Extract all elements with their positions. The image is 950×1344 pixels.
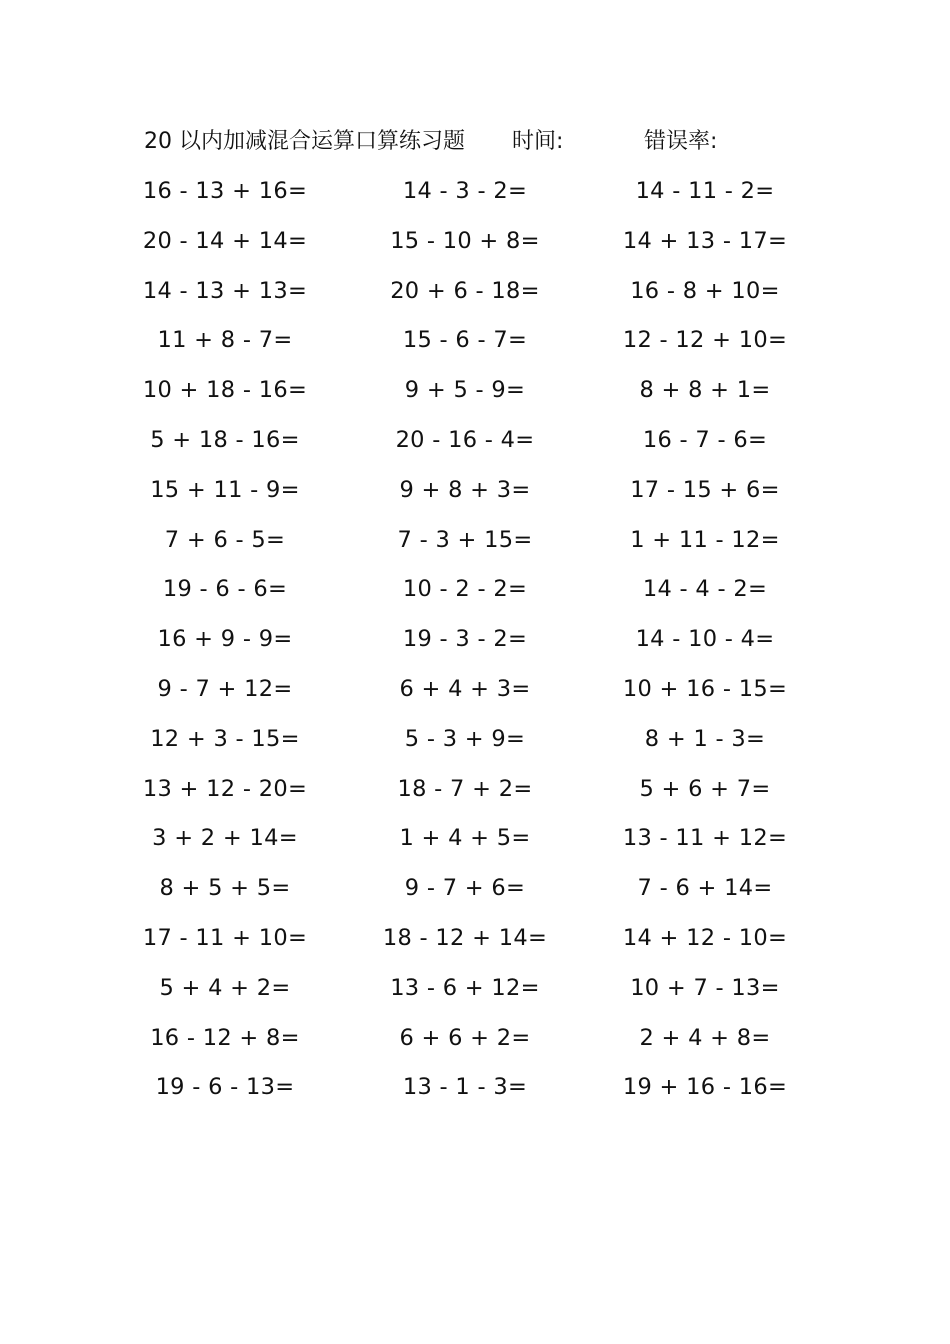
problem-item: 13 - 11 + 12= [622, 825, 788, 852]
problem-item: 9 - 7 + 12= [157, 675, 293, 702]
problem-item: 15 - 10 + 8= [390, 227, 540, 254]
problem-item: 3 + 2 + 14= [152, 825, 298, 852]
problem-item: 13 - 1 - 3= [402, 1074, 528, 1101]
problem-item: 17 - 11 + 10= [142, 924, 308, 951]
problem-item: 1 + 4 + 5= [399, 825, 531, 852]
problem-item: 10 + 7 - 13= [630, 974, 780, 1001]
problem-item: 15 + 11 - 9= [150, 476, 300, 503]
problem-item: 8 + 8 + 1= [639, 377, 771, 404]
problem-item: 16 - 8 + 10= [630, 277, 780, 304]
problem-item: 16 + 9 - 9= [157, 626, 293, 653]
time-label: 时间: [512, 129, 564, 154]
problem-item: 11 + 8 - 7= [157, 327, 293, 354]
problem-column-3 [590, 172, 820, 1118]
problem-item: 10 + 16 - 15= [622, 675, 788, 702]
problem-item: 19 - 6 - 6= [162, 576, 288, 603]
problem-item: 12 - 12 + 10= [622, 327, 788, 354]
problem-item: 9 + 8 + 3= [399, 476, 531, 503]
problem-item: 16 - 7 - 6= [642, 426, 768, 453]
problem-item: 5 - 3 + 9= [404, 725, 526, 752]
problem-item: 6 + 6 + 2= [399, 1024, 531, 1051]
problem-item: 20 + 6 - 18= [390, 277, 540, 304]
problem-item: 12 + 3 - 15= [150, 725, 300, 752]
problem-item: 13 + 12 - 20= [142, 775, 308, 802]
problem-item: 14 - 10 - 4= [635, 626, 775, 653]
problem-item: 16 - 13 + 16= [142, 178, 308, 204]
problem-item: 9 + 5 - 9= [404, 377, 526, 404]
problem-item: 10 + 18 - 16= [142, 377, 308, 404]
problem-item: 14 - 3 - 2= [402, 178, 528, 204]
problem-item: 7 - 3 + 15= [397, 526, 533, 553]
problem-item: 19 - 3 - 2= [402, 626, 528, 653]
problem-item: 14 - 13 + 13= [142, 277, 308, 304]
problem-item: 19 - 6 - 13= [155, 1074, 295, 1101]
problem-item: 19 + 16 - 16= [622, 1074, 788, 1101]
problem-item: 5 + 4 + 2= [159, 974, 291, 1001]
problem-item: 16 - 12 + 8= [150, 1024, 300, 1051]
problem-item: 17 - 15 + 6= [630, 476, 780, 503]
problem-item: 5 + 6 + 7= [639, 775, 771, 802]
problem-item: 2 + 4 + 8= [639, 1024, 771, 1051]
problem-column-2 [350, 172, 580, 1118]
problem-item: 14 + 13 - 17= [622, 227, 788, 254]
problem-item: 9 - 7 + 6= [404, 875, 526, 902]
worksheet-title: 20 以内加减混合运算口算练习题 [144, 129, 465, 154]
problem-item: 13 - 6 + 12= [390, 974, 540, 1001]
problem-item: 7 - 6 + 14= [637, 875, 773, 902]
error-rate-label: 错误率: [644, 129, 718, 154]
problem-item: 10 - 2 - 2= [402, 576, 528, 603]
problem-item: 7 + 6 - 5= [164, 526, 286, 553]
problem-item: 6 + 4 + 3= [399, 675, 531, 702]
problem-item: 8 + 5 + 5= [159, 875, 291, 902]
problem-item: 8 + 1 - 3= [644, 725, 766, 752]
problem-item: 18 - 12 + 14= [382, 924, 548, 951]
problem-item: 14 - 11 - 2= [635, 178, 775, 204]
problem-item: 14 - 4 - 2= [642, 576, 768, 603]
problem-item: 15 - 6 - 7= [402, 327, 528, 354]
problem-item: 18 - 7 + 2= [397, 775, 533, 802]
problem-item: 20 - 14 + 14= [142, 227, 308, 254]
problem-item: 5 + 18 - 16= [150, 426, 300, 453]
problem-item: 20 - 16 - 4= [395, 426, 535, 453]
problem-column-1 [110, 172, 340, 1118]
problem-item: 14 + 12 - 10= [622, 924, 788, 951]
problem-item: 1 + 11 - 12= [630, 526, 780, 553]
